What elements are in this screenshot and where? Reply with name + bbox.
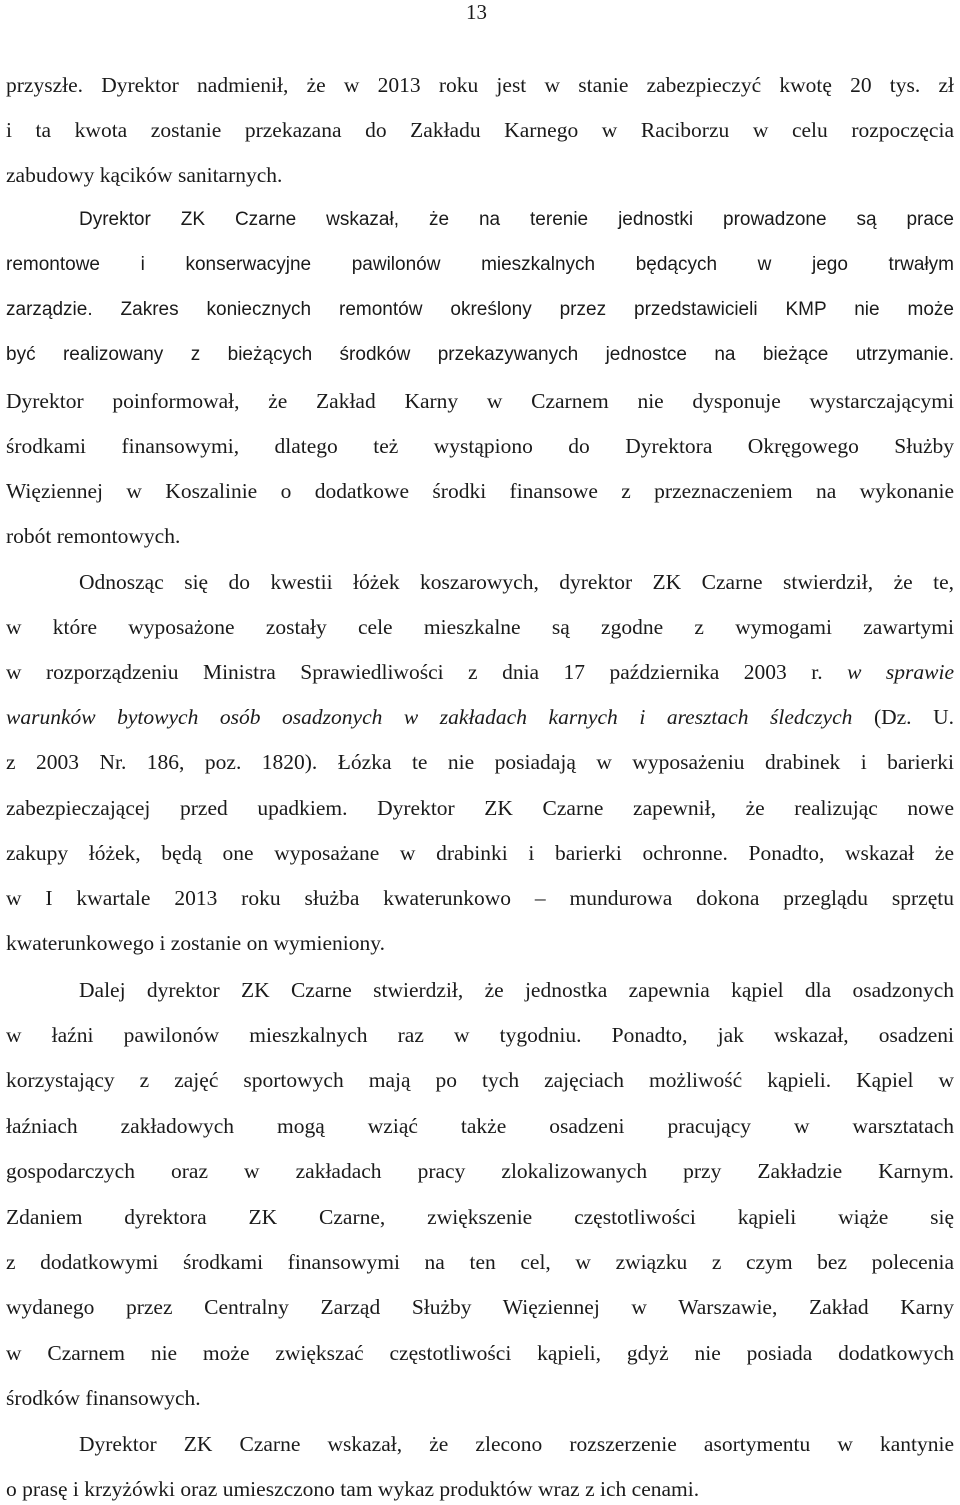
text-line: wydanego przez Centralny Zarząd Służby Więziennej w Warszawie, Zakład Karny — [6, 1295, 954, 1319]
text-line: być realizowany z bieżących środków przekazywanych jednostce na bieżące utrzymanie. — [6, 344, 954, 365]
text-line: w I kwartale 2013 roku służba kwaterunkowo – mundurowa dokona przeglądu sprzętu — [6, 886, 954, 910]
italic-text-segment: warunków bytowych osób osadzonych w zakładach karnych i aresztach śledczych — [6, 705, 853, 729]
text-line: Dyrektor ZK Czarne wskazał, że zlecono rozszerzenie asortymentu w kantynie — [79, 1432, 954, 1456]
text-line: korzystający z zajęć sportowych mają po tych zajęciach możliwość kąpieli. Kąpiel w — [6, 1068, 954, 1092]
text-line: Dalej dyrektor ZK Czarne stwierdził, że jednostka zapewnia kąpiel dla osadzonych — [79, 978, 954, 1002]
text-line: kwaterunkowego i zostanie on wymieniony. — [6, 931, 385, 955]
text-line: łaźniach zakładowych mogą wziąć także osadzeni pracujący w warsztatach — [6, 1114, 954, 1138]
text-line: Odnosząc się do kwestii łóżek koszarowych, dyrektor ZK Czarne stwierdził, że te, — [79, 570, 954, 594]
text-segment: (Dz. U. — [852, 705, 954, 729]
text-line: Więziennej w Koszalinie o dodatkowe środki finansowe z przeznaczeniem na wykonanie — [6, 479, 954, 503]
text-line: z dodatkowymi środkami finansowymi na ten cel, w związku z czym bez polecenia — [6, 1250, 954, 1274]
text-line: w Czarnem nie może zwiększać częstotliwości kąpieli, gdyż nie posiada dodatkowych — [6, 1341, 954, 1365]
text-segment: Zakres koniecznych remontów określony przez przedstawicieli KMP nie może — [92, 299, 954, 320]
text-line: zakupy łóżek, będą one wyposażane w drabinki i barierki ochronne. Ponadto, wskazał że — [6, 841, 954, 865]
text-line: zabezpieczającej przed upadkiem. Dyrektor ZK Czarne zapewnił, że realizując nowe — [6, 796, 954, 820]
text-line — [6, 659, 954, 685]
text-line: Zdaniem dyrektora ZK Czarne, zwiększenie częstotliwości kąpieli wiąże się — [6, 1205, 954, 1229]
italic-text-segment: w sprawie — [847, 660, 954, 684]
text-line: Dyrektor ZK Czarne wskazał, że na terenie jednostki prowadzone są prace — [79, 209, 954, 230]
text-line: w łaźni pawilonów mieszkalnych raz w tygodniu. Ponadto, jak wskazał, osadzeni — [6, 1023, 954, 1047]
text-line — [6, 704, 954, 730]
text-line: środków finansowych. — [6, 1386, 201, 1410]
text-line: przyszłe. Dyrektor nadmienił, że w 2013 roku jest w stanie zabezpieczyć kwotę 20 tys. zł — [6, 73, 954, 97]
text-line: remontowe i konserwacyjne pawilonów mieszkalnych będących w jego trwałym — [6, 254, 954, 275]
text-line: gospodarczych oraz w zakładach pracy zlokalizowanych przy Zakładzie Karnym. — [6, 1159, 954, 1183]
text-line: i ta kwota zostanie przekazana do Zakładu Karnego w Raciborzu w celu rozpoczęcia — [6, 118, 954, 142]
text-line: w które wyposażone zostały cele mieszkalne są zgodne z wymogami zawartymi — [6, 615, 954, 639]
text-line: o prasę i krzyżówki oraz umieszczono tam wykaz produktów wraz z ich cenami. — [6, 1477, 700, 1501]
text-segment: zarządzie. — [6, 299, 93, 320]
text-line: robót remontowych. — [6, 524, 181, 548]
text-line: zabudowy kącików sanitarnych. — [6, 163, 283, 187]
page-number: 13 — [466, 0, 487, 24]
text-line — [6, 297, 954, 323]
text-line: z 2003 Nr. 186, poz. 1820). Łózka te nie posiadają w wyposażeniu drabinek i barierki — [6, 750, 954, 774]
text-segment: w rozporządzeniu Ministra Sprawiedliwości z dnia 17 października 2003 r. — [6, 660, 848, 684]
text-line: Dyrektor poinformował, że Zakład Karny w Czarnem nie dysponuje wystarczającymi — [6, 389, 954, 413]
text-line: środkami finansowymi, dlatego też wystąpiono do Dyrektora Okręgowego Służby — [6, 434, 954, 458]
